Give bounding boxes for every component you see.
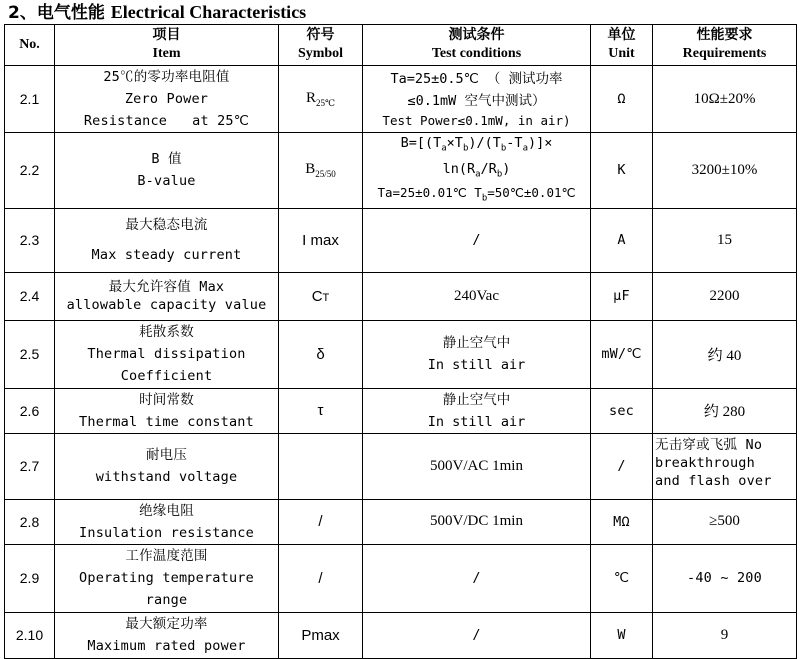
- row-no: 2.8: [5, 499, 55, 544]
- table-row: [5, 612, 797, 658]
- table-row: [5, 544, 797, 612]
- row-unit: mW/℃: [591, 320, 653, 388]
- row-no: 2.1: [5, 66, 55, 133]
- row-unit: Ω: [591, 66, 653, 133]
- row-symbol: [279, 433, 363, 499]
- table-row: [5, 133, 797, 209]
- header-row: [5, 25, 797, 66]
- row-symbol: τ: [279, 388, 363, 433]
- row-requirement: 约 40: [653, 320, 797, 388]
- header-conditions: [363, 25, 591, 66]
- row-requirement: 2200: [653, 272, 797, 320]
- table-row: [5, 320, 797, 388]
- row-conditions: 500V/AC 1min: [363, 433, 591, 499]
- header-unit: [591, 25, 653, 66]
- table-row: [5, 208, 797, 272]
- row-unit: /: [591, 433, 653, 499]
- table-row: [5, 388, 797, 433]
- row-item: 耗散系数 Thermal dissipation Coefficient: [55, 320, 279, 388]
- row-requirement: 9: [653, 612, 797, 658]
- row-unit: MΩ: [591, 499, 653, 544]
- header-symbol: [279, 25, 363, 66]
- row-unit: μF: [591, 272, 653, 320]
- row-symbol: Pmax: [279, 612, 363, 658]
- header-item-en: Item: [152, 46, 181, 61]
- row-item: 最大允许容值 Max allowable capacity value: [55, 272, 279, 320]
- header-symbol-cn: 符号: [306, 28, 335, 43]
- header-cond-cn: 测试条件: [448, 28, 505, 43]
- row-unit: A: [591, 208, 653, 272]
- row-no: 2.6: [5, 388, 55, 433]
- row-requirement: -40 ~ 200: [653, 544, 797, 612]
- row-item: 工作温度范围 Operating temperature range: [55, 544, 279, 612]
- section-title-en: Electrical Characteristics: [110, 2, 307, 22]
- row-requirement: ≥500: [653, 499, 797, 544]
- row-conditions: 静止空气中 In still air: [363, 320, 591, 388]
- row-conditions: 240Vac: [363, 272, 591, 320]
- table-row: [5, 433, 797, 499]
- row-item: 最大稳态电流 Max steady current: [55, 208, 279, 272]
- row-requirement: 15: [653, 208, 797, 272]
- row-symbol: /: [279, 544, 363, 612]
- table-row: [5, 66, 797, 133]
- row-item: 绝缘电阻 Insulation resistance: [55, 499, 279, 544]
- row-no: 2.9: [5, 544, 55, 612]
- header-item: [55, 25, 279, 66]
- row-conditions: $B=[(T_a\times T_b)/(T_b-T_a)]\times$ $\ln(R_a/R_b)$ Ta=25±0.01℃ $T_b=50℃\pm 0.01℃$: [363, 133, 591, 209]
- row-item: 最大额定功率 Maximum rated power: [55, 612, 279, 658]
- header-symbol-en: Symbol: [297, 46, 344, 61]
- row-no: 2.3: [5, 208, 55, 272]
- row-unit: W: [591, 612, 653, 658]
- row-requirement: 约 280: [653, 388, 797, 433]
- row-no: 2.2: [5, 133, 55, 209]
- row-item: 25℃的零功率电阻值 Zero Power Resistance at 25℃: [55, 66, 279, 133]
- table-row: [5, 272, 797, 320]
- row-requirement: 无击穿或飞弧 No breakthrough and flash over: [653, 433, 797, 499]
- header-req-en: Requirements: [682, 46, 767, 61]
- row-symbol: I max: [279, 208, 363, 272]
- header-cond-en: Test conditions: [431, 46, 522, 61]
- header-no: No.: [5, 25, 55, 66]
- row-unit: K: [591, 133, 653, 209]
- row-conditions: /: [363, 208, 591, 272]
- row-symbol: CT: [279, 272, 363, 320]
- section-number: 2、: [8, 3, 37, 23]
- row-conditions: 500V/DC 1min: [363, 499, 591, 544]
- electrical-characteristics-table: [4, 24, 797, 659]
- section-title: [8, 1, 306, 23]
- row-unit: sec: [591, 388, 653, 433]
- header-unit-cn: 单位: [607, 28, 636, 43]
- row-symbol: $B_{25/50}$: [279, 133, 363, 209]
- row-symbol: /: [279, 499, 363, 544]
- header-item-cn: 项目: [152, 28, 181, 43]
- row-no: 2.4: [5, 272, 55, 320]
- row-no: 2.5: [5, 320, 55, 388]
- section-title-cn: 电气性能: [36, 3, 105, 23]
- row-symbol: $R_{25℃}$: [279, 66, 363, 133]
- row-symbol: δ: [279, 320, 363, 388]
- row-conditions: /: [363, 544, 591, 612]
- row-conditions: 静止空气中 In still air: [363, 388, 591, 433]
- table-row: [5, 499, 797, 544]
- row-unit: ℃: [591, 544, 653, 612]
- row-conditions: /: [363, 612, 591, 658]
- header-req-cn: 性能要求: [696, 28, 753, 43]
- row-item: 耐电压 withstand voltage: [55, 433, 279, 499]
- row-no: 2.7: [5, 433, 55, 499]
- header-requirements: [653, 25, 797, 66]
- row-item: 时间常数 Thermal time constant: [55, 388, 279, 433]
- row-requirement: 3200±10%: [653, 133, 797, 209]
- header-unit-en: Unit: [608, 46, 635, 61]
- row-requirement: 10Ω±20%: [653, 66, 797, 133]
- row-conditions: Ta=25±0.5℃ （ 测试功率 ≤0.1mW 空气中测试） Test Power≤0.1mW, in air): [363, 66, 591, 133]
- row-item: B 值 B-value: [55, 133, 279, 209]
- row-no: 2.10: [5, 612, 55, 658]
